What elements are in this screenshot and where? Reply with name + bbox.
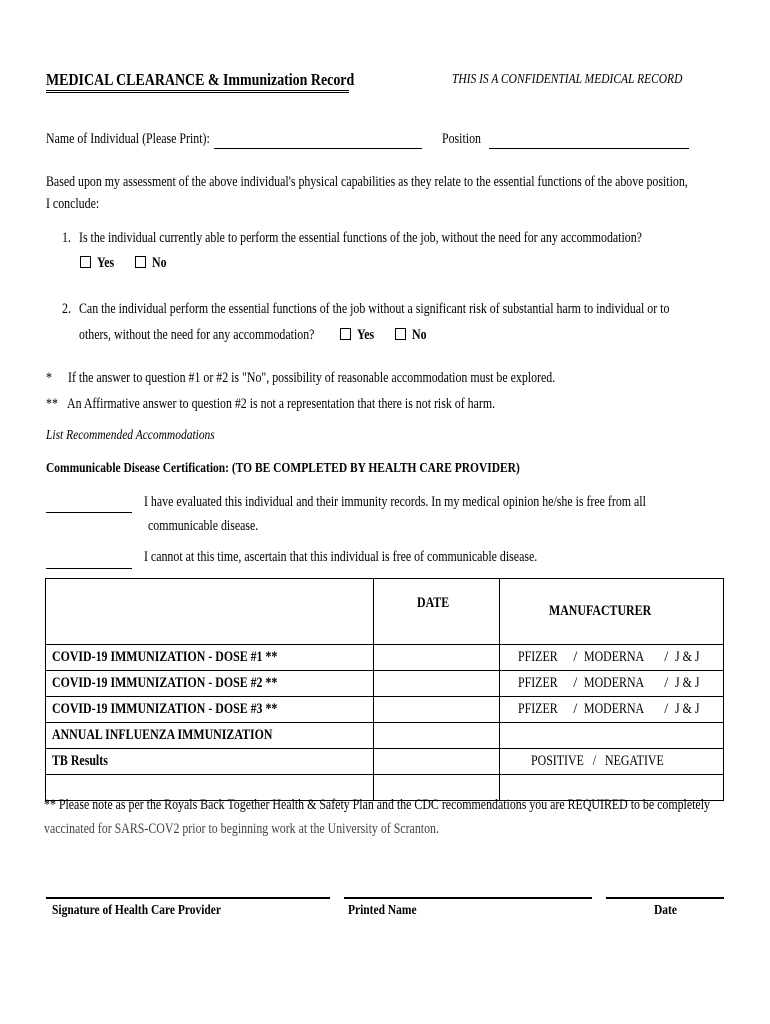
note-1-marker: * (46, 370, 52, 386)
footnote-2: vaccinated for SARS-COV2 prior to beginning work at the University of Scranton. (44, 821, 439, 837)
tb-result-cell[interactable]: POSITIVE / NEGATIVE (500, 749, 724, 775)
confidential-notice: THIS IS A CONFIDENTIAL MEDICAL RECORD (452, 72, 683, 87)
question-1-number: 1. (62, 230, 71, 246)
position-field[interactable] (489, 148, 689, 149)
provider-signature-label: Signature of Health Care Provider (52, 903, 221, 918)
q2-yes-checkbox[interactable] (340, 328, 351, 340)
table-row (46, 723, 724, 749)
option-2-text: I cannot at this time, ascertain that this individual is free of communicable disease. (144, 549, 538, 565)
q2-no-checkbox[interactable] (395, 328, 406, 340)
manufacturer-cell[interactable]: PFIZER / MODERNA / J & J (500, 671, 724, 697)
name-label: Name of Individual (Please Print): (46, 131, 210, 147)
option-1-initial-line[interactable] (46, 512, 132, 513)
date-cell[interactable] (374, 645, 500, 671)
row-label: TB Results (46, 749, 374, 775)
manufacturer-header: MANUFACTURER (500, 579, 724, 645)
question-2-options (340, 327, 429, 344)
manufacturer-cell[interactable]: PFIZER / MODERNA / J & J (500, 697, 724, 723)
intro-text: Based upon my assessment of the above individual's physical capabilities as they relate to the essential functions of the above position, (46, 174, 688, 190)
page-title: MEDICAL CLEARANCE & Immunization Record (46, 70, 355, 89)
question-1-text: Is the individual currently able to perform the essential functions of the job, without the need for any accommodation? (79, 230, 642, 246)
note-1: If the answer to question #1 or #2 is "No", possibility of reasonable accommodation must be explored. (68, 370, 556, 386)
table-row (46, 749, 724, 775)
communicable-heading: Communicable Disease Certification: (TO BE COMPLETED BY HEALTH CARE PROVIDER) (46, 461, 520, 476)
q1-no-checkbox[interactable] (135, 256, 146, 268)
name-field[interactable] (214, 148, 422, 149)
table-row (46, 697, 724, 723)
q1-yes-checkbox[interactable] (80, 256, 91, 268)
date-header: DATE (374, 579, 500, 645)
footnote: ** Please note as per the Royals Back Together Health & Safety Plan and the CDC recommendations you are REQUIRED to be completely (44, 797, 710, 813)
q1-yes-label: Yes (97, 255, 115, 271)
option-1-text: I have evaluated this individual and their immunity records. In my medical opinion he/she is free from all (144, 494, 646, 510)
row-label: COVID-19 IMMUNIZATION - DOSE #2 ** (46, 671, 374, 697)
provider-signature-line[interactable] (46, 897, 330, 899)
date-cell[interactable] (374, 671, 500, 697)
table-row (46, 671, 724, 697)
accommodations-label: List Recommended Accommodations (46, 428, 215, 443)
date-line[interactable] (606, 897, 724, 899)
title-underline-second (46, 92, 349, 93)
row-label: COVID-19 IMMUNIZATION - DOSE #1 ** (46, 645, 374, 671)
table-header-row (46, 579, 724, 645)
question-2-text-2: others, without the need for any accommodation? (79, 327, 315, 343)
q2-yes-label: Yes (357, 327, 375, 343)
q2-no-label: No (411, 327, 427, 343)
header-blank-cell (46, 579, 374, 645)
table-row (46, 645, 724, 671)
question-2-text: Can the individual perform the essential functions of the job without a significant risk of substantial harm to individual or to (79, 301, 670, 317)
question-2-number: 2. (62, 301, 71, 317)
printed-name-label: Printed Name (348, 903, 417, 918)
date-cell[interactable] (374, 723, 500, 749)
intro-text-2: I conclude: (46, 196, 100, 212)
manufacturer-cell[interactable]: PFIZER / MODERNA / J & J (500, 645, 724, 671)
date-cell[interactable] (374, 697, 500, 723)
printed-name-line[interactable] (344, 897, 592, 899)
manufacturer-cell[interactable] (500, 723, 724, 749)
date-cell[interactable] (374, 749, 500, 775)
row-label: COVID-19 IMMUNIZATION - DOSE #3 ** (46, 697, 374, 723)
option-1-text-2: communicable disease. (148, 518, 259, 534)
row-label: ANNUAL INFLUENZA IMMUNIZATION (46, 723, 374, 749)
immunization-table (45, 578, 724, 801)
date-label: Date (654, 903, 677, 918)
option-2-initial-line[interactable] (46, 568, 132, 569)
note-2-marker: ** (46, 396, 58, 412)
title-underline (46, 90, 349, 91)
q1-no-label: No (151, 255, 167, 271)
note-2: An Affirmative answer to question #2 is not a representation that there is not risk of harm. (67, 396, 496, 412)
position-label: Position (442, 131, 481, 147)
question-1-options (80, 255, 169, 272)
